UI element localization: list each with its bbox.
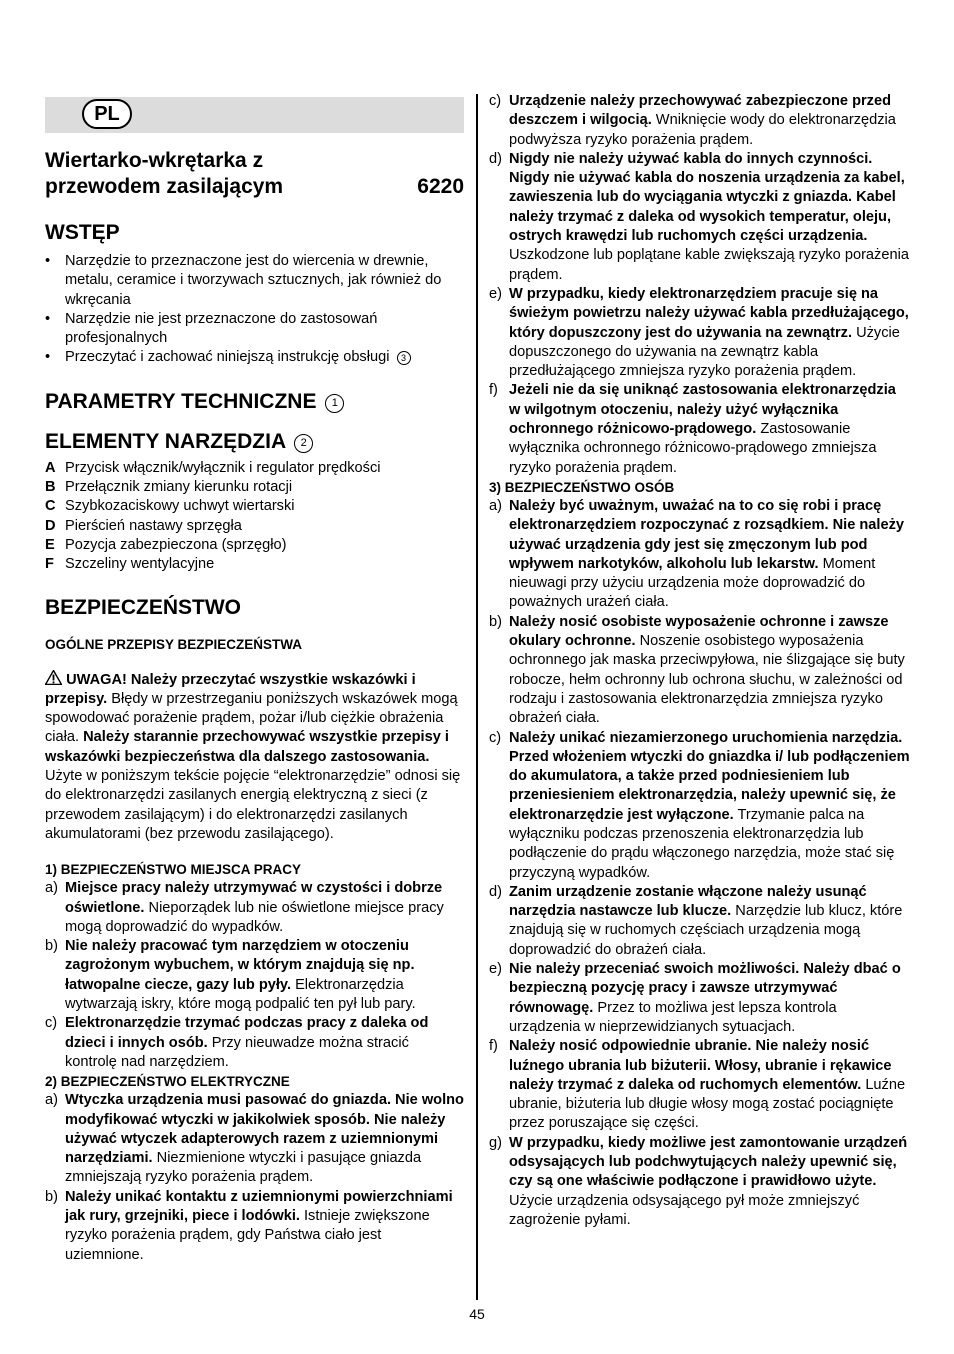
list-item: g) W przypadku, kiedy możliwe jest zamontowanie urządzeń odsysających lub podchwytujących należy upewnić się, czy są one właściwie podłączone i prawidłowo użyte. Użycie urządzenia odsysającego pył może zmniejszyć zagrożenie pyłami. [489, 1134, 908, 1228]
list-item: c) Urządzenie należy przechowywać zabezpieczone przed deszczem i wilgocią. Wniknięcie wody do elektronarzędzia podwyższa ryzyko porażenia prądem. [489, 93, 896, 148]
left-column [45, 97, 464, 1265]
list-item: D Pierścień nastawy sprzęgła [45, 517, 242, 534]
intro-list [45, 252, 464, 368]
list-item: b) Należy unikać kontaktu z uziemnionymi powierzchniami jak rury, grzejniki, piece i lodówki. Istnieje zwiększone ryzyko porażenia prądem, gdy Państwa ciało jest uziemnione. [45, 1188, 453, 1263]
list-item: • Przeczytać i zachować niniejszą instrukcję obsługi 3 [45, 348, 464, 367]
list-item: C Szybkozaciskowy uchwyt wiertarski [45, 498, 295, 515]
list-item: f) Jeżeli nie da się uniknąć zastosowania elektronarzędzia w wilgotnym otoczeniu, należy użyć wyłącznika ochronnego różnicowo-prądowego. Zastosowanie wyłącznika ochronnego różnicowo-prądowego zmniejsza ryzyko porażenia prądem. [489, 382, 896, 476]
personal-safety-heading: 3) BEZPIECZEŃSTWO OSÓB [489, 479, 675, 495]
electrical-safety-heading: 2) BEZPIECZEŃSTWO ELEKTRYCZNE [45, 1074, 290, 1090]
personal-safety-list [489, 497, 911, 1230]
title-line-1: Wiertarko-wkrętarka z [45, 149, 264, 172]
column-divider [476, 94, 478, 1300]
elements-list [45, 459, 464, 575]
list-item: d) Nigdy nie należy używać kabla do innych czynności. Nigdy nie używać kabla do noszenia urządzenia za kabel, zawieszenia lub do wyciągania wtyczki z gniazda. Kabel należy trzymać z daleka od wysokich temperatur, oleju, ostrych krawędzi lub ruchomych części urządzenia. Uszkodzone lub poplątane kable zwiększają ryzyko porażenia prądem. [489, 150, 909, 283]
list-item: c) Elektronarzędzie trzymać podczas pracy z daleka od dzieci i innych osób. Przy nieuwadze można stracić kontrolę nad narzędziem. [45, 1015, 429, 1070]
params-heading: PARAMETRY TECHNICZNE 1 [45, 389, 464, 415]
page-title [45, 148, 464, 200]
right-column [489, 92, 911, 1230]
list-item: a) Należy być uważnym, uważać na to co się robi i pracę elektronarzędziem rozpoczynać z rozsądkiem. Nie należy używać urządzenia gdy jest się zmęczonym lub pod wpływem narkotyków, alkoholu lub lekarstw. Moment nieuwagi przy użyciu urządzenia może doprowadzić do poważnych urażeń ciała. [489, 497, 904, 611]
list-item: B Przełącznik zmiany kierunku rotacji [45, 479, 293, 496]
list-item: e) Nie należy przeceniać swoich możliwości. Należy dbać o bezpieczną pozycję pracy i zawsze utrzymywać równowagę. Przez to możliwa jest lepsza kontrola urządzenia w nieprzewidzianych sytuacjach. [489, 961, 901, 1035]
title-line-2: przewodem zasilającym [45, 175, 284, 198]
list-item: e) W przypadku, kiedy elektronarzędziem pracuje się na świeżym powietrzu należy używać kabla przedłużającego, który dopuszczony jest do używania na zewnątrz. Użycie dopuszczonego do używania na zewnątrz kabla przedłużającego zmniejsza ryzyko porażenia prądem. [489, 285, 909, 380]
list-item: a) Miejsce pracy należy utrzymywać w czystości i dobrze oświetlone. Nieporządek lub nie oświetlone miejsce pracy mogą doprowadzić do wypadków. [45, 880, 444, 935]
elements-heading: ELEMENTY NARZĘDZIA 2 [45, 429, 464, 455]
electrical-safety-list-part2 [489, 92, 911, 478]
electrical-safety-list-part1 [45, 1091, 464, 1265]
list-item: • Narzędzie to przeznaczone jest do wiercenia w drewnie, metalu, ceramice i tworzywach sztucznych, jak również do wkręcania [45, 252, 464, 310]
safety-heading: BEZPIECZEŃSTWO [45, 595, 242, 619]
list-item: a) Wtyczka urządzenia musi pasować do gniazda. Nie wolno modyfikować wtyczki w jakikolwiek sposób. Nie należy używać wtyczek adapterowych razem z uziemnionymi narzędziami. Niezmienione wtyczki i pasujące gniazda zmniejszają ryzyko porażenia prądem. [45, 1092, 464, 1186]
list-item: F Szczeliny wentylacyjne [45, 556, 215, 573]
list-item: b) Należy nosić osobiste wyposażenie ochronne i zawsze okulary ochronne. Noszenie osobistego wyposażenia ochronnego jak maska przeciwpyłowa, nie ślizgające się buty robocze, hełm ochronny lub ochrona słuchu, w zależności od rodzaju i zastosowania elektronarzędzia zmniejsza ryzyko obrażeń ciała. [489, 613, 905, 727]
figure-ref-2: 2 [294, 434, 313, 453]
list-item: d) Zanim urządzenie zostanie włączone należy usunąć narzędzia nastawcze lub klucze. Narzędzie lub klucz, które znajdują się w ruchomych częściach urządzenia mogą doprowadzić do obrażeń ciała. [489, 883, 903, 958]
list-item: A Przycisk włącznik/wyłącznik i regulator prędkości [45, 459, 381, 476]
list-item: b) Nie należy pracować tym narzędziem w otoczeniu zagrożonym wybuchem, w którym znajdują się np. łatwopalne ciecze, gazy lub pyły. Elektronarzędzia wytwarzają iskry, które mogą podpalić ten pył lub pary. [45, 938, 416, 1013]
warning-paragraph: UWAGA! Należy przeczytać wszystkie wskazówki i przepisy. Błędy w przestrzeganiu poniższych wskazówek mogą spowodować porażenie prądem, pożar i/lub ciężkie obrażenia ciała. Należy starannie przechowywać wszystkie przepisy i wskazówki bezpieczeństwa dla dalszego zastosowania. Użyte w poniższym tekście pojęcie “elektronarzędzie” odnosi się do elektronarzędzi zasilanych energią elektryczną z sieci (z przewodem zasilającym) i do elektronarzędzi zasilanych akumulatorami (bez przewodu zasilającego). [45, 671, 461, 842]
figure-ref-3: 3 [397, 351, 411, 365]
list-item: c) Należy unikać niezamierzonego uruchomienia narzędzia. Przed włożeniem wtyczki do gniazdka i/ lub podłączeniem do akumulatora, a także przed podniesieniem lub przeniesieniem elektronarzędzia, należy upewnić się, że elektronarzędzie jest wyłączone. Trzymanie palca na wyłączniku podczas przenoszenia elektronarzędzia lub podłączenie do prądu włączonego narzędzia, może stać się przyczyną wypadków. [489, 729, 910, 881]
language-badge: PL [82, 99, 132, 129]
list-item: • Narzędzie nie jest przeznaczone do zastosowań profesjonalnych [45, 310, 464, 349]
list-item: f) Należy nosić odpowiednie ubranie. Nie należy nosić luźnego ubrania lub biżuterii. Włosy, ubranie i rękawice należy trzymać z daleka od ruchomych elementów. Luźne ubranie, biżuteria lub długie włosy mogą zostać pociągnięte przez poruszające się części. [489, 1038, 906, 1132]
page-number: 45 [469, 1306, 485, 1322]
intro-heading: WSTĘP [45, 221, 120, 244]
warning-icon [45, 670, 62, 685]
work-area-safety-heading: 1) BEZPIECZEŃSTWO MIEJSCA PRACY [45, 862, 302, 878]
work-area-safety-list [45, 879, 464, 1072]
general-safety-heading: OGÓLNE PRZEPISY BEZPIECZEŃSTWA [45, 636, 303, 652]
figure-ref-1: 1 [325, 394, 344, 413]
model-number: 6220 [417, 175, 464, 198]
list-item: E Pozycja zabezpieczona (sprzęgło) [45, 536, 287, 553]
language-bar [45, 97, 464, 133]
